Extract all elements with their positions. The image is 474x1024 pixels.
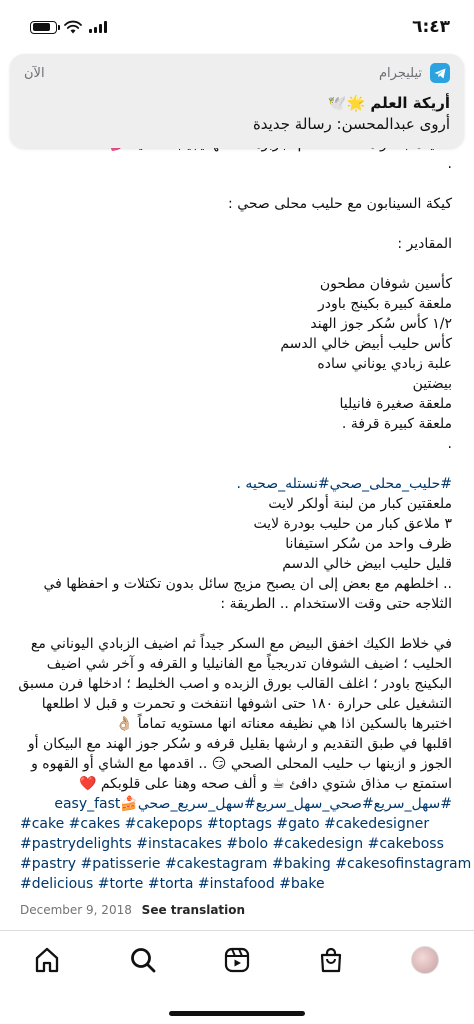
post-caption <box>0 148 474 930</box>
caption-line: التشغيل على حرارة ١٨٠ حتى اشوفها انتفخت و تحمرت و قبل لا اطلعها <box>41 696 452 712</box>
telegram-icon <box>430 63 450 83</box>
hashtag-link[interactable]: #pastry #patisserie #cakestagram #baking #cakesofinstagram <box>20 856 472 872</box>
hashtag-link[interactable]: #pastrydelights #instacakes #bolo #cakedesign #cakeboss <box>20 836 444 852</box>
caption-line: اختبرها بالسكين اذا هي نظيفه معناته انها مستويه تماماً 👌🏼 <box>115 716 452 732</box>
caption-line: ٣ ملاعق كبار من حليب بودرة لايت <box>253 516 452 532</box>
bottom-nav <box>0 930 474 1024</box>
status-time: ٦:٤٣ <box>412 17 450 37</box>
caption-line: اقلبها في طبق التقديم و ارشها بقليل قرفه و سُكر جوز الهند مع البيكان أو <box>27 736 452 752</box>
caption-line: ملعقة كبيرة قرفة . <box>341 416 452 432</box>
reels-icon[interactable] <box>222 945 252 975</box>
notification-title: أريكة العلم 🌟🕊️ <box>327 94 450 112</box>
caption-line: الحليب ؛ اضيف الشوفان تدريجياً مع الفانيليا و القرفه و آخر شي اضيف <box>46 656 452 672</box>
notification-app-name: تيليجرام <box>379 65 422 81</box>
wifi-icon <box>64 21 82 34</box>
caption-line: الجوز و ازينها ب حليب المحلى الصحي 😏 .. اقدمها مع الشاي أو القهوه و <box>31 756 452 772</box>
status-icons <box>30 21 107 34</box>
caption-line: ملعقة كبيرة بكينج باودر <box>317 296 452 312</box>
caption-line: ظرف واحد من سُكر استيفانا <box>285 536 452 552</box>
post-date: December 9, 2018 <box>20 903 132 917</box>
telegram-notification[interactable] <box>10 54 464 148</box>
caption-line: البكينج باودر ؛ اغلف القالب بورق الزبده و اصب الخليط ؛ ادخلها فرن مسبق <box>18 676 452 692</box>
caption-line: استمتع ب مذاق شتوي دافئ ☕ و ألف صحه وهنا على قلوبكم ❤️ <box>78 776 452 792</box>
status-bar <box>0 0 474 54</box>
caption-line: . <box>447 436 452 452</box>
battery-icon <box>30 21 57 34</box>
caption-line: بيضتين <box>412 376 452 392</box>
shop-icon[interactable] <box>316 945 346 975</box>
notification-time: الآن <box>24 65 45 81</box>
see-translation-link[interactable]: See translation <box>141 903 246 917</box>
hashtag-link[interactable]: #حليب_محلى_صحي#نستله_صحيه . <box>236 476 452 492</box>
home-icon[interactable] <box>32 945 62 975</box>
avatar <box>411 946 439 974</box>
hashtag-link[interactable]: #delicious #torte #torta #instafood #bake <box>20 876 325 892</box>
hashtag-link[interactable]: #cake #cakes #cakepops #toptags #gato #cakedesigner <box>20 816 430 832</box>
notification-app <box>379 63 450 83</box>
cellular-signal-icon <box>89 21 107 33</box>
caption-line: .. اخلطهم مع بعض إلى ان يصبح مزيج سائل بدون تكتلات و احفظها في <box>43 576 452 592</box>
caption-line: ملعقتين كبار من لبنة أولكر لايت <box>268 496 452 512</box>
caption-line: المقادير : <box>397 236 452 252</box>
caption-line: علبة زبادي يوناني ساده <box>317 356 452 372</box>
caption-line: قليل حليب ابيض خالي الدسم <box>282 556 452 572</box>
caption-line: الثلاجه حتى وقت الاستخدام .. الطريقة : <box>220 596 452 612</box>
search-icon[interactable] <box>128 945 158 975</box>
caption-line: ١/٢ كأس سُكر جوز الهند <box>310 316 452 332</box>
post-meta <box>20 903 245 917</box>
caption-line: كأس حليب أبيض خالي الدسم <box>280 336 452 352</box>
hashtag-link[interactable]: #سهل_سريع#صحي_سهل_سريع#سهل_سريع_صحي🍰easy_fast <box>54 796 452 812</box>
caption-line: ملعقة صغيرة فانيليا <box>339 396 452 412</box>
caption-line: في خلاط الكيك اخفق البيض مع السكر جيداً ثم اضيف الزبادي اليوناني مع <box>30 636 452 652</box>
caption-line: كأسين شوفان مطحون <box>319 276 452 292</box>
home-indicator[interactable] <box>169 1011 305 1016</box>
caption-line: . <box>447 156 452 172</box>
profile-avatar[interactable] <box>410 945 440 975</box>
caption-line: كيكة السينابون مع حليب محلى صحي : <box>228 196 452 212</box>
hashtag-block <box>14 814 472 894</box>
caption-body <box>14 134 472 894</box>
notification-message: أروى عبدالمحسن: رسالة جديدة <box>252 115 450 133</box>
